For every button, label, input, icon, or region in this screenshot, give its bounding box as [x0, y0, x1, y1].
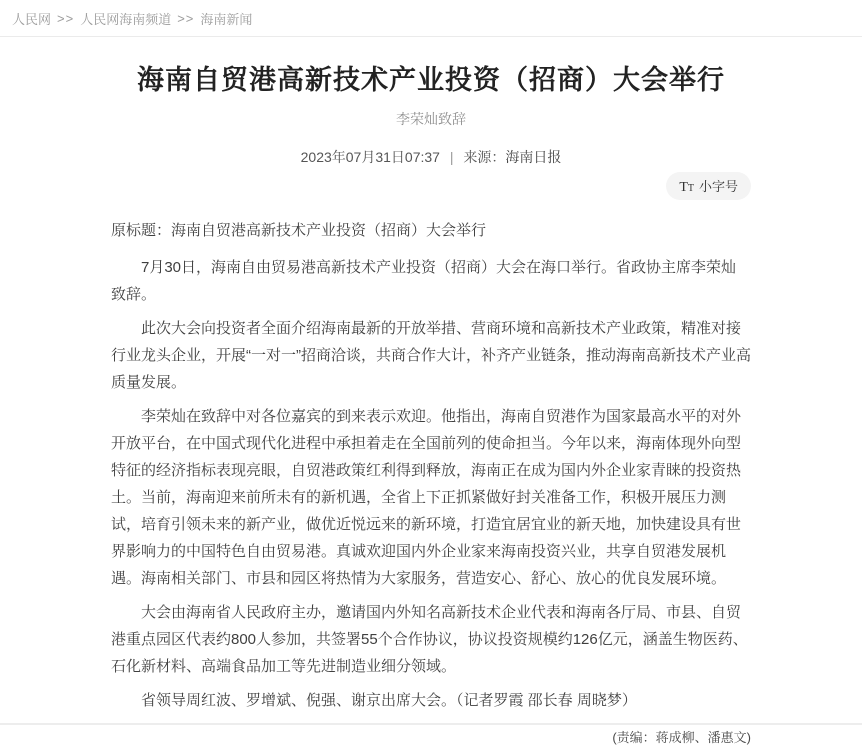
font-size-button-label: 小字号 — [698, 179, 738, 195]
article-paragraph: 此次大会向投资者全面介绍海南最新的开放举措、营商环境和高新技术产业政策，精准对接行业龙头企业，开展“一对一”招商洽谈，共商合作大计，补齐产业链条，推动海南高新技术产业高质量发展。 — [111, 320, 751, 392]
source-link[interactable]: 海南日报 — [505, 149, 562, 166]
font-size-button[interactable] — [666, 172, 751, 200]
article-paragraph: 李荣灿在致辞中对各位嘉宾的到来表示欢迎。他指出，海南自贸港作为国家最高水平的对外开放平台，在中国式现代化进程中承担着走在全国前列的使命担当。今年以来，海南体现外向型特征的经济指标表现亮眼，自贸港政策红利得到释放，海南正在成为国内外企业家青睐的投资热土。当前，海南迎来前所未有的新机遇，全省上下正抓紧做好封关准备工作，积极开展压力测试，培育引领未来的新产业，做优近悦远来的新环境，打造宜居宜业的新天地，加快建设具有世界影响力的中国特色自由贸易港。真诚欢迎国内外企业家来海南投资兴业，共享自贸港发展机遇。海南相关部门、市县和园区将热情为大家服务，营造安心、舒心、放心的优良发展环境。 — [111, 408, 742, 588]
article-subtitle: 李荣灿致辞 — [396, 111, 466, 128]
breadcrumb-link-hainan-channel[interactable]: 人民网海南频道 — [80, 11, 172, 27]
font-size-icon: TT — [679, 180, 694, 196]
breadcrumb-separator: >> — [177, 10, 195, 26]
dateline-divider: | — [449, 149, 454, 166]
breadcrumb-link-hainan-news[interactable]: 海南新闻 — [200, 11, 253, 27]
page-title: 海南自贸港高新技术产业投资（招商）大会举行 — [137, 65, 725, 95]
article-container — [111, 64, 751, 746]
article-body — [111, 217, 751, 714]
article-paragraph: 省领导周红波、罗增斌、倪强、谢京出席大会。（记者罗霞 邵长春 周晓梦） — [141, 692, 637, 710]
breadcrumb-link-people-net[interactable]: 人民网 — [12, 11, 52, 27]
article-paragraph: 大会由海南省人民政府主办，邀请国内外知名高新技术企业代表和海南各厅局、市县、自贸港重点园区代表约800人参加，共签署55个合作协议，协议投资规模约126亿元，涵盖生物医药、石化新材料、高端食品加工等先进制造业细分领域。 — [111, 604, 748, 676]
publish-date: 2023年07月31日07:37 — [300, 149, 440, 166]
article-paragraph: 7月30日，海南自由贸易港高新技术产业投资（招商）大会在海口举行。省政协主席李荣灿致辞。 — [111, 259, 737, 304]
breadcrumb — [0, 0, 862, 37]
editor-credit: (责编：蒋成柳、潘惠文) — [612, 730, 751, 746]
article-dateline — [111, 147, 751, 167]
article-toolbar — [111, 172, 751, 200]
source-label: 来源： — [463, 149, 506, 166]
breadcrumb-separator: >> — [57, 10, 75, 26]
original-title-line: 原标题：海南自贸港高新技术产业投资（招商）大会举行 — [111, 222, 487, 240]
